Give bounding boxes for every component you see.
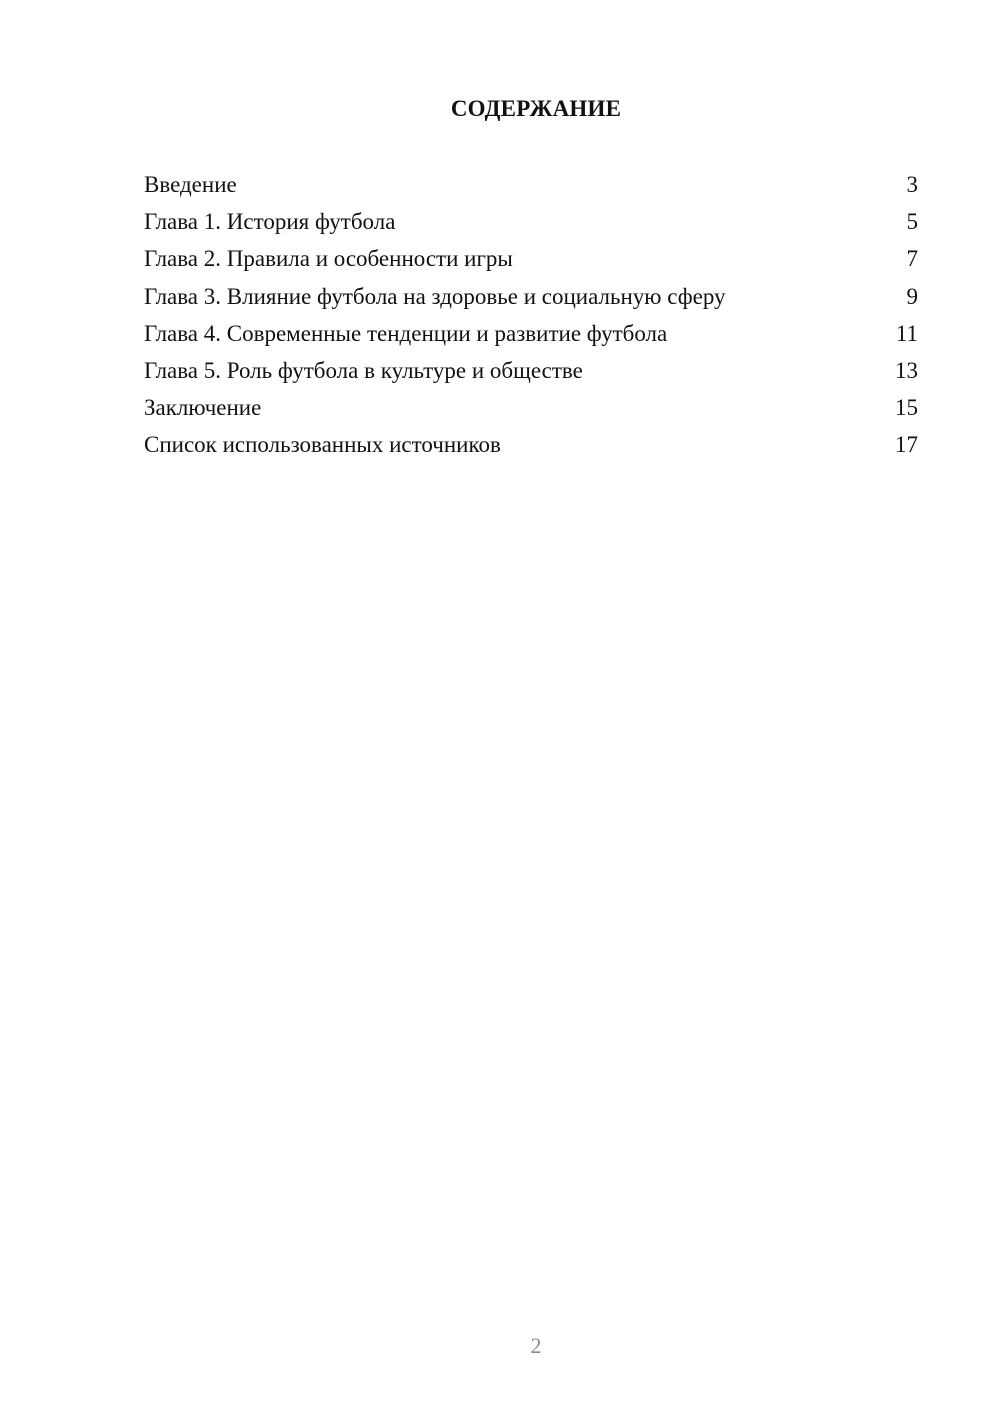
toc-entry-chapter-4: [144, 320, 918, 357]
toc-entry-label: Введение: [144, 172, 237, 197]
toc-entry-chapter-1: [144, 208, 918, 245]
toc-entry-page: 3: [906, 172, 918, 197]
toc-entry-page: 13: [895, 357, 918, 383]
toc-entry-label: Глава 2. Правила и особенности игры: [144, 246, 513, 272]
toc-entry-label: Глава 3. Влияние футбола на здоровье и социальную сферу: [144, 283, 726, 309]
toc-entry-page: 11: [895, 320, 918, 346]
toc-entry-page: 7: [906, 246, 918, 272]
toc-entry-chapter-2: [144, 245, 918, 282]
toc-entry-label: Глава 4. Современные тенденции и развитие футбола: [144, 320, 668, 346]
toc-entry-page: 15: [895, 395, 918, 421]
page-title: СОДЕРЖАНИЕ: [450, 96, 622, 121]
toc-entry-label: Глава 1. История футбола: [144, 209, 396, 235]
toc-entry-chapter-5: [144, 357, 918, 394]
toc-entry-label: Заключение: [144, 395, 262, 421]
toc-entry-label: Глава 5. Роль футбола в культуре и обществе: [144, 357, 583, 383]
table-of-contents: [144, 171, 918, 469]
toc-entry-page: 5: [906, 209, 918, 235]
toc-entry-label: Список использованных источников: [144, 432, 501, 458]
toc-entry-introduction: [144, 171, 918, 208]
toc-entry-page: 17: [895, 432, 918, 458]
toc-entry-page: 9: [906, 283, 918, 309]
toc-entry-conclusion: [144, 394, 918, 431]
toc-entry-chapter-3: [144, 283, 918, 320]
page-number: 2: [530, 1333, 542, 1358]
toc-entry-references: [144, 431, 918, 468]
